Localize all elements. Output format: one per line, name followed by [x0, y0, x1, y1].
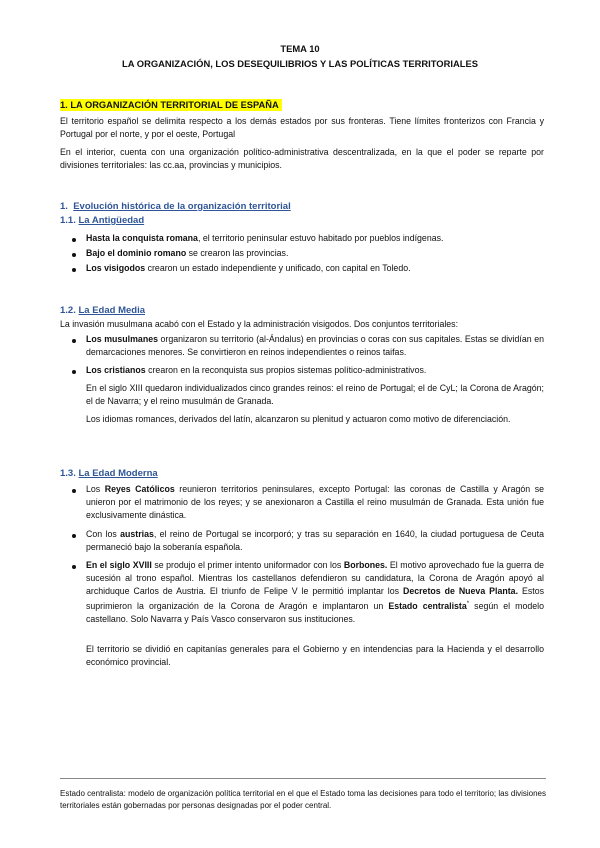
- antiguedad-number: 1.1.: [60, 215, 76, 226]
- item-text: se crearon las provincias.: [186, 248, 289, 258]
- list-item: [86, 559, 544, 626]
- item-text: crearon en la reconquista sus propios sistemas político-administrativos.: [145, 365, 427, 375]
- intro-paragraph-2: En el interior, cuenta con una organización político-administrativa descentralizada, en la que el poder se reparte por divisiones territoriales: las cc.aa, provincias y municipios.: [60, 147, 544, 170]
- item-text: , el reino de Portugal se incorporó; y tras su separación en 1640, la ciudad portuguesa de Ceuta permaneció bajo la soberanía española.: [86, 529, 544, 552]
- media-intro: La invasión musulmana acabó con el Estado y la administración visigodos. Dos conjuntos territoriales:: [60, 319, 459, 329]
- bullet-icon: [72, 565, 76, 569]
- sub-paragraph: El territorio se dividió en capitanías generales para el Gobierno y en intendencias para la Hacienda y el desarrollo económico provincial.: [86, 644, 544, 667]
- item-bold: En el siglo XVIII: [86, 560, 152, 570]
- section-heading-text: 1. LA ORGANIZACIÓN TERRITORIAL DE ESPAÑA: [60, 99, 282, 111]
- item-text: reunieron territorios peninsulares, excepto Portugal: las coronas de Castilla y Aragón se unieron por el matrimonio de los reyes; y se anexionaron a Castilla el reino musulmán de Granada. Esta unión fue exclusivamente dinástica.: [86, 484, 544, 520]
- list-item: [86, 262, 546, 275]
- list-item: [86, 483, 544, 522]
- antiguedad-heading: [60, 215, 144, 226]
- item-text: , el territorio peninsular estuvo habitado por pueblos indígenas.: [197, 233, 444, 243]
- bullet-icon: [72, 489, 76, 493]
- media-link[interactable]: La Edad Media: [78, 305, 146, 316]
- item-bold: austrias: [120, 529, 154, 539]
- item-bold: Los musulmanes: [86, 334, 158, 344]
- list-item: [86, 333, 544, 359]
- item-bold: Los cristianos: [86, 365, 146, 375]
- item-bold: Los visigodos: [86, 263, 146, 273]
- item-bold: Borbones.: [343, 560, 388, 570]
- item-text: se produjo el primer intento uniformador con los: [151, 560, 344, 570]
- item-text: Los: [86, 484, 105, 494]
- item-bold: Bajo el dominio romano: [86, 248, 187, 258]
- sub-paragraph: Los idiomas romances, derivados del latín, alcanzaron su plenitud y actuaron como motivo de diferenciación.: [86, 414, 511, 424]
- item-bold: Reyes Católicos: [104, 484, 175, 494]
- moderna-link[interactable]: La Edad Moderna: [78, 468, 158, 479]
- bullet-icon: [72, 339, 76, 343]
- evolucion-number: 1.: [60, 201, 68, 212]
- evolucion-heading: [60, 201, 291, 212]
- media-heading: [60, 305, 145, 316]
- item-text: Estos suprimieron la organización de la Corona de Aragón e implantaron un: [86, 586, 544, 611]
- list-item: [86, 528, 544, 554]
- list-item: [86, 364, 544, 377]
- item-bold: Decretos de Nueva Planta.: [402, 586, 519, 596]
- item-bold: Estado centralista: [388, 600, 467, 611]
- section-heading: [60, 95, 282, 113]
- item-text: crearon un estado independiente y unificado, con capital en Toledo.: [145, 263, 411, 273]
- list-item: [86, 232, 546, 245]
- footnote-marker: *: [466, 601, 470, 607]
- item-bold: Hasta la conquista romana: [86, 233, 198, 243]
- bullet-icon: [72, 253, 76, 257]
- bullet-icon: [72, 238, 76, 242]
- sub-paragraph: En el siglo XIII quedaron individualizados cinco grandes reinos: el reino de Portugal; el de CyL; la Corona de Aragón; el de Navarra; y el reino musulmán de Granada.: [86, 383, 544, 406]
- bullet-icon: [72, 370, 76, 374]
- moderna-number: 1.3.: [60, 468, 76, 479]
- antiguedad-link[interactable]: La Antigüedad: [78, 215, 145, 226]
- moderna-heading: [60, 468, 158, 479]
- bullet-icon: [72, 268, 76, 272]
- bullet-icon: [72, 534, 76, 538]
- page-title: LA ORGANIZACIÓN, LOS DESEQUILIBRIOS Y LAS POLÍTICAS TERRITORIALES: [122, 58, 478, 69]
- list-item: [86, 247, 546, 260]
- item-text: según el modelo castellano. Solo Navarra y País Vasco conservaron sus instituciones.: [86, 600, 544, 624]
- media-number: 1.2.: [60, 305, 76, 316]
- footnote: Estado centralista: modelo de organización política territorial en el que el Estado toma las decisiones para todo el territorio; las divisiones territoriales están gobernadas por personas designadas por el poder central.: [60, 789, 546, 810]
- item-text: Con los: [86, 529, 121, 539]
- item-text: El motivo aprovechado fue la guerra de sucesión al trono español. Mientras los castellanos defendieron su candidatura, la Corona de Aragón apoyó al archiduque Carlos de Austria. El triunfo de Felipe V le permitió implantar los: [86, 560, 545, 596]
- item-text: organizaron su territorio (al-Ándalus) en provincias o coras con sus capitales. Estas se dividían en demarcaciones menores. Se convirtieron en reinos independientes o reinos taifas.: [86, 334, 544, 357]
- tema-number: TEMA 10: [280, 43, 320, 54]
- intro-paragraph-1: El territorio español se delimita respecto a los demás estados por sus fronteras. Tiene límites fronterizos con Francia y Portugal por el norte, y por el oeste, Portugal: [60, 116, 544, 139]
- footnote-divider: [60, 778, 546, 779]
- evolucion-link[interactable]: Evolución histórica de la organización territorial: [73, 201, 291, 212]
